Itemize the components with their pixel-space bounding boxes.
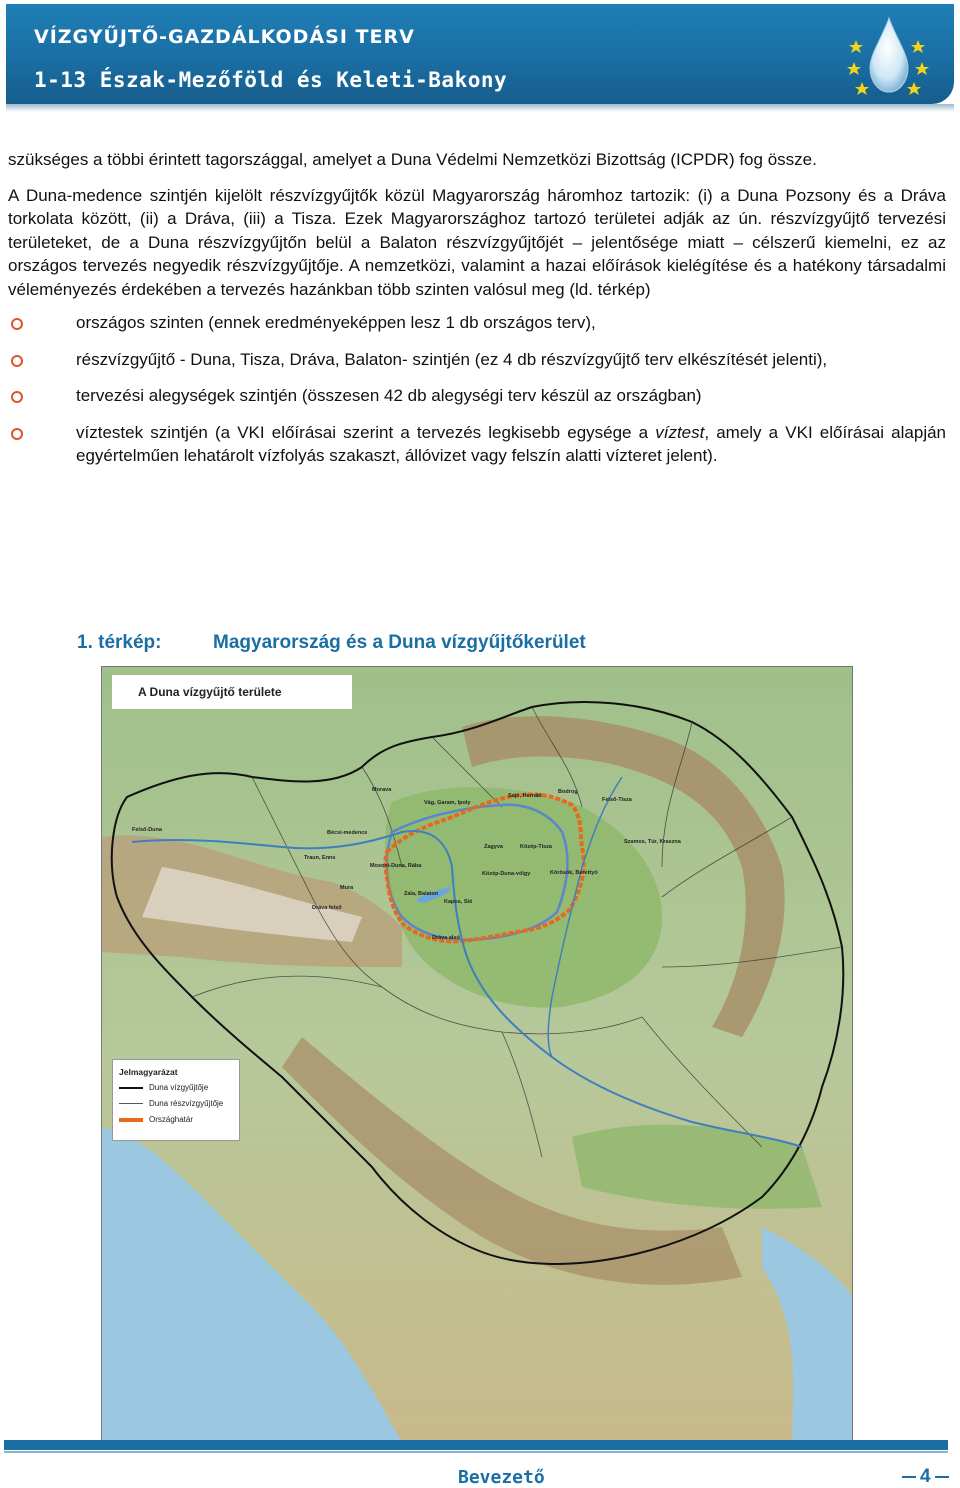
caption-number: 1. térkép: [77,632,162,653]
danube-basin-map [101,666,853,1444]
footer-line [4,1451,948,1453]
map-label: Bécsi-medence [327,830,368,836]
list-item: víztestek szintjén (a VKI előírásai szerint a tervezés legkisebb egysége a víztest, amely a VKI előírásai alapján egyértelműen lehatárolt vízfolyás szakaszt, állóvizet vagy felszín alatti vízteret jelent). [8,421,946,468]
map-label: Vág, Garam, Ipoly [424,800,471,806]
body-text [8,148,946,481]
caption-title: Magyarország és a Duna vízgyűjtőkerület [213,632,586,653]
document-title: VÍZGYŰJTŐ-GAZDÁLKODÁSI TERV [34,26,415,48]
water-drop-logo-icon [834,10,944,102]
list-item: tervezési alegységek szintjén (összesen 42 db alegységi terv készül az országban) [8,384,946,408]
map-label: Morava [372,787,392,793]
map-graphic [102,667,852,1443]
map-label: Zagyva [484,844,503,850]
legend-swatch [119,1087,143,1089]
page-header [6,4,954,104]
map-label: Dráva alsó [432,935,460,941]
map-title: A Duna vízgyűjtő területe [112,675,352,709]
legend-item: Duna részvízgyűjtője [119,1098,223,1110]
map-label: Szamos, Túr, Kraszna [624,839,681,845]
map-label: Dráva felső [312,905,342,911]
map-label: Sajó, Hernád [508,793,542,799]
bullet-icon [11,428,23,440]
map-label: Közép-Tisza [520,844,552,850]
map-label: Közép-Duna-völgy [482,871,531,877]
legend-swatch [119,1118,143,1122]
map-legend [112,1059,240,1141]
paragraph-2: A Duna-medence szintjén kijelölt részvízgyűjtők közül Magyarország háromhoz tartozik: (i) a Duna Pozsony és a Dráva torkolata között, (ii) a Dráva, (iii) a Tisza. Ezek Magyarországhoz tartozó területei adják az ún. részvízgyűjtő tervezési területeket, de a Duna részvízgyűjtőn belül a Balaton részvízgyűjtőjét – jelentősége miatt – célszerű kiemelni, ez az országos tervezés negyedik részvízgyűjtője. A nemzetközi, valamint a hazai előírások kielégítése és a hatékony társadalmi véleményezés érdekében a tervezés hazánkban több szinten valósul meg (ld. térkép) [8,185,946,299]
legend-item: Országhatár [119,1114,193,1126]
legend-swatch [119,1103,143,1104]
document-subtitle: 1-13 Észak-Mezőföld és Keleti-Bakony [34,68,508,92]
paragraph-1: szükséges a többi érintett tagországgal, amelyet a Duna Védelmi Nemzetközi Bizottság (ICPDR) fog össze. [8,150,817,169]
map-label: Traun, Enns [304,855,336,861]
footer-bar [4,1440,948,1450]
page-number: 4 [898,1466,953,1488]
map-label: Körösök, Berettyó [550,870,598,876]
list-item: országos szinten (ennek eredményeképpen lesz 1 db országos terv), [8,311,946,335]
map-label: Kapos, Sió [444,899,473,905]
map-label: Felső-Duna [132,827,162,833]
bullet-icon [11,318,23,330]
map-label: Mura [340,885,354,891]
map-label: Felső-Tisza [602,797,632,803]
map-label: Zala, Balaton [404,891,439,897]
map-label: Mosoni-Duna, Rába [370,863,422,869]
list-item: részvízgyűjtő - Duna, Tisza, Dráva, Balaton- szintjén (ez 4 db részvízgyűjtő terv elkészítését jelenti), [8,348,946,372]
legend-title: Jelmagyarázat [119,1067,178,1077]
header-shadow [6,104,954,112]
map-label: Bodrog [558,789,578,795]
planning-levels-list [8,311,946,468]
footer-section: Bevezető [458,1467,545,1488]
bullet-icon [11,355,23,367]
figure-caption [77,632,586,654]
legend-item: Duna vízgyűjtője [119,1082,208,1094]
bullet-icon [11,391,23,403]
